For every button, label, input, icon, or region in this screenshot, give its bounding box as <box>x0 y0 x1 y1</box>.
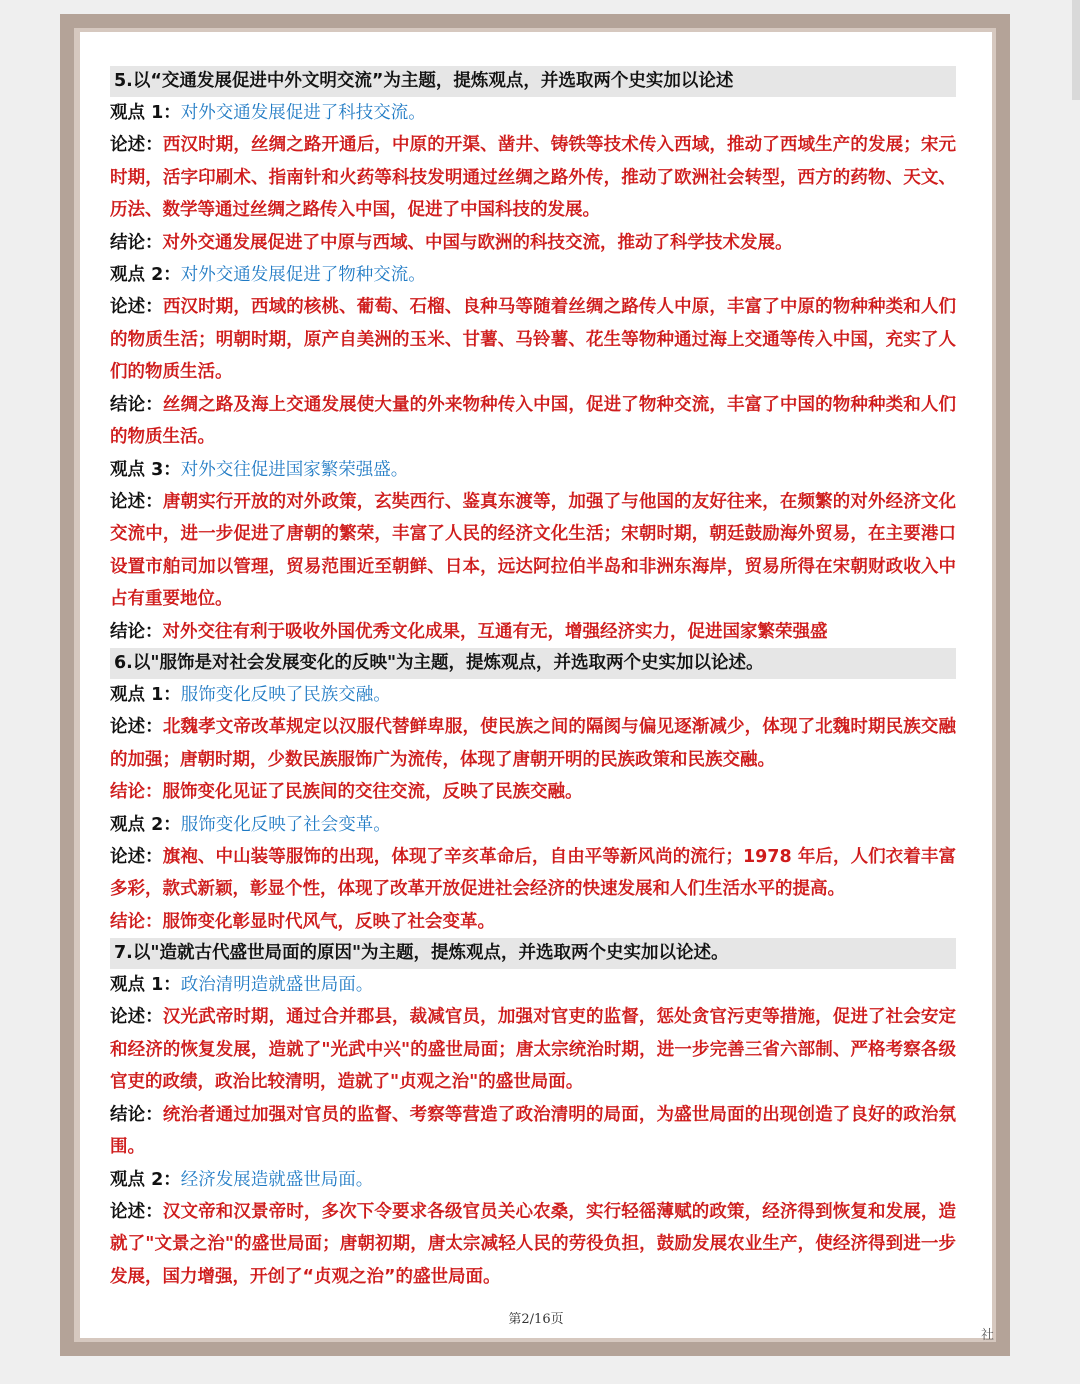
viewpoint-text: 服饰变化反映了民族交融。 <box>180 685 391 705</box>
viewpoint <box>110 454 956 486</box>
conclusion-label: 结论： <box>110 782 163 802</box>
argument-label: 论述： <box>110 717 163 737</box>
question-heading: 5.以“交通发展促进中外文明交流”为主题，提炼观点，并选取两个史实加以论述 <box>110 66 956 97</box>
page-number: 第2/16页 <box>508 1312 564 1327</box>
argument-text: 西汉时期，西域的核桃、葡萄、石榴、良种马等随着丝绸之路传人中原，丰富了中原的物种种类和人们的物质生活；明朝时期，原产自美洲的玉米、甘薯、马铃薯、花生等物种通过海上交通等传入中国，充实了人们的物质生活。 <box>110 297 957 382</box>
viewpoint <box>110 679 956 711</box>
conclusion <box>110 227 956 260</box>
question-heading: 6.以"服饰是对社会发展变化的反映"为主题，提炼观点，并选取两个史实加以论述。 <box>110 648 956 679</box>
conclusion <box>110 1099 956 1164</box>
viewpoint-label: 观点 2： <box>110 265 181 285</box>
viewpoint-text: 对外交通发展促进了物种交流。 <box>180 265 426 285</box>
viewpoint <box>110 969 956 1001</box>
viewpoint <box>110 259 956 291</box>
argument-label: 论述： <box>110 135 163 155</box>
viewpoint <box>110 97 956 129</box>
viewpoint-label: 观点 3： <box>110 459 181 480</box>
conclusion-text: 统治者通过加强对官员的监督、考察等营造了政治清明的局面，为盛世局面的出现创造了良好的政治氛围。 <box>110 1104 957 1157</box>
scrollbar[interactable] <box>1072 0 1080 100</box>
argument <box>110 1196 956 1294</box>
viewpoint-text: 对外交通发展促进了科技交流。 <box>180 103 426 123</box>
argument <box>110 291 956 389</box>
argument-text: 旗袍、中山装等服饰的出现，体现了辛亥革命后，自由平等新风尚的流行；1978 年后，人们衣着丰富多彩，款式新颖，彰显个性，体现了改革开放促进社会经济的快速发展和人们生活水平的提高。 <box>110 846 957 899</box>
argument-text: 唐朝实行开放的对外政策，玄奘西行、鉴真东渡等，加强了与他国的友好往来，在频繁的对外经济文化交流中，进一步促进了唐朝的繁荣，丰富了人民的经济文化生活；宋朝时期，朝廷鼓励海外贸易，在主要港口设置市舶司加以管理，贸易范围近至朝鲜、日本，远达阿拉伯半岛和非洲东海岸，贸易所得在宋朝财政收入中占有重要地位。 <box>110 491 957 609</box>
viewpoint-text: 政治清明造就盛世局面。 <box>180 975 374 995</box>
document-content <box>110 66 956 1293</box>
conclusion-text: 对外交通发展促进了中原与西域、中国与欧洲的科技交流，推动了科学技术发展。 <box>162 232 793 253</box>
viewpoint-text: 对外交往促进国家繁荣强盛。 <box>180 459 409 480</box>
conclusion-text: 对外交往有利于吸收外国优秀文化成果，互通有无，增强经济实力，促进国家繁荣强盛 <box>162 621 828 642</box>
viewpoint <box>110 1164 956 1196</box>
argument-text: 北魏孝文帝改革规定以汉服代替鲜卑服，使民族之间的隔阂与偏见逐渐减少，体现了北魏时期民族交融的加强；唐朝时期，少数民族服饰广为流传，体现了唐朝开明的民族政策和民族交融。 <box>110 717 957 770</box>
conclusion-label: 结论： <box>110 232 163 253</box>
viewpoint-text: 服饰变化反映了社会变革。 <box>180 814 391 835</box>
argument-text: 西汉时期，丝绸之路开通后，中原的开渠、凿井、铸铁等技术传入西域，推动了西域生产的发展；宋元时期，活字印刷术、指南针和火药等科技发明通过丝绸之路外传，推动了欧洲社会转型，西方的药物、天文、历法、数学等通过丝绸之路传入中国，促进了中国科技的发展。 <box>110 135 957 220</box>
corner-mark: 社 <box>980 1328 994 1343</box>
viewpoint-text: 经济发展造就盛世局面。 <box>180 1169 374 1190</box>
argument <box>110 486 956 616</box>
argument-label: 论述： <box>110 491 163 512</box>
argument-label: 论述： <box>110 1007 163 1027</box>
argument-label: 论述： <box>110 1201 163 1222</box>
argument <box>110 711 956 776</box>
conclusion-label: 结论： <box>110 1104 163 1125</box>
argument <box>110 841 956 906</box>
viewpoint-label: 观点 1： <box>110 975 181 995</box>
argument-label: 论述： <box>110 297 163 317</box>
conclusion-label: 结论： <box>110 394 163 415</box>
conclusion-text: 丝绸之路及海上交通发展使大量的外来物种传入中国，促进了物种交流，丰富了中国的物种种类和人们的物质生活。 <box>110 394 957 447</box>
question-heading: 7.以"造就古代盛世局面的原因"为主题，提炼观点，并选取两个史实加以论述。 <box>110 938 956 969</box>
viewpoint-label: 观点 1： <box>110 103 181 123</box>
conclusion-label: 结论： <box>110 911 163 932</box>
conclusion-text: 服饰变化彰显时代风气，反映了社会变革。 <box>162 911 495 932</box>
conclusion <box>110 906 956 939</box>
conclusion <box>110 389 956 454</box>
conclusion <box>110 776 956 809</box>
viewpoint-label: 观点 1： <box>110 685 181 705</box>
argument-label: 论述： <box>110 846 163 867</box>
argument <box>110 129 956 227</box>
viewpoint-label: 观点 2： <box>110 1169 181 1190</box>
conclusion <box>110 616 956 649</box>
argument-text: 汉文帝和汉景帝时，多次下令要求各级官员关心农桑，实行轻徭薄赋的政策，经济得到恢复和发展，造就了"文景之治"的盛世局面；唐朝初期，唐太宗减轻人民的劳役负担，鼓励发展农业生产，使经济得到进一步发展，国力增强，开创了“贞观之治”的盛世局面。 <box>110 1201 957 1287</box>
argument <box>110 1001 956 1099</box>
viewpoint-label: 观点 2： <box>110 814 181 835</box>
viewpoint <box>110 809 956 841</box>
conclusion-text: 服饰变化见证了民族间的交往交流，反映了民族交融。 <box>162 782 583 802</box>
conclusion-label: 结论： <box>110 621 163 642</box>
argument-text: 汉光武帝时期，通过合并郡县，裁减官员，加强对官吏的监督，惩处贪官污吏等措施，促进了社会安定和经济的恢复发展，造就了"光武中兴"的盛世局面；唐太宗统治时期，进一步完善三省六部制、严格考察各级官吏的政绩，政治比较清明，造就了"贞观之治"的盛世局面。 <box>110 1007 957 1092</box>
